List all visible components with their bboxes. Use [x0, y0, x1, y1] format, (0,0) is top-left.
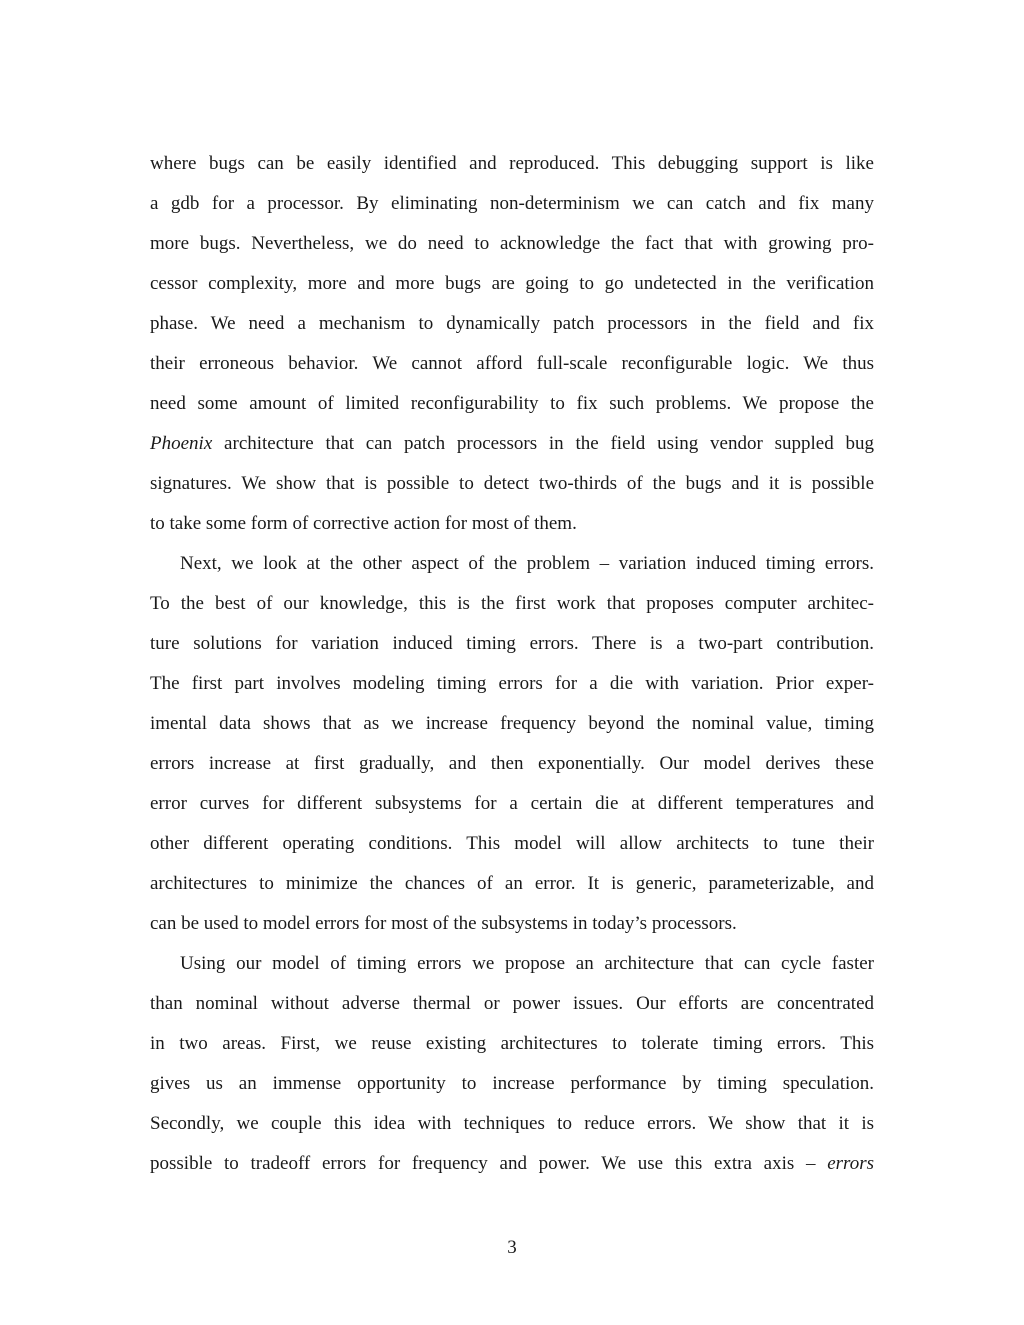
errors-term: errors — [827, 1153, 874, 1174]
paragraph-1-line-2: a gdb for a processor. By eliminating non-determinism we can catch and fix many — [150, 193, 874, 214]
paragraph-3-line-1: Using our model of timing errors we propose an architecture that can cycle faster — [180, 953, 874, 974]
paragraph-2-line-10: can be used to model errors for most of the subsystems in today’s processors. — [150, 913, 737, 934]
paragraph-3-line-2: than nominal without adverse thermal or power issues. Our efforts are concentrated — [150, 993, 874, 1014]
paragraph-2-line-9: architectures to minimize the chances of an error. It is generic, parameterizable, and — [150, 873, 874, 894]
paragraph-2-line-4: The first part involves modeling timing errors for a die with variation. Prior exper- — [150, 673, 874, 694]
paragraph-1-line-10: to take some form of corrective action for most of them. — [150, 513, 577, 534]
body-text — [150, 144, 874, 1184]
paragraph-3-line-6-text: possible to tradeoff errors for frequency and power. We use this extra axis – — [150, 1153, 828, 1174]
paragraph-1-line-7: need some amount of limited reconfigurability to fix such problems. We propose the — [150, 393, 874, 414]
paragraph-2-line-5: imental data shows that as we increase frequency beyond the nominal value, timing — [150, 713, 874, 734]
page-number: 3 — [507, 1237, 517, 1258]
paragraph-2-line-2: To the best of our knowledge, this is the first work that proposes computer architec- — [150, 593, 874, 614]
paragraph-1-line-4: cessor complexity, more and more bugs are going to go undetected in the verification — [150, 273, 874, 294]
paragraph-3-line-3: in two areas. First, we reuse existing architectures to tolerate timing errors. This — [150, 1033, 874, 1054]
paragraph-1-line-9: signatures. We show that is possible to detect two-thirds of the bugs and it is possible — [150, 473, 874, 494]
paragraph-1-line-3: more bugs. Nevertheless, we do need to acknowledge the fact that with growing pro- — [150, 233, 874, 254]
paragraph-2-line-7: error curves for different subsystems for a certain die at different temperatures and — [150, 793, 874, 814]
paragraph-3-line-4: gives us an immense opportunity to increase performance by timing speculation. — [150, 1073, 874, 1094]
paragraph-1-line-8 — [150, 424, 874, 464]
paragraph-1-line-1: where bugs can be easily identified and reproduced. This debugging support is like — [150, 153, 874, 174]
paragraph-1-line-6: their erroneous behavior. We cannot afford full-scale reconfigurable logic. We thus — [150, 353, 874, 374]
phoenix-term: Phoenix — [150, 433, 213, 454]
paragraph-2-line-1: Next, we look at the other aspect of the problem – variation induced timing errors. — [180, 553, 874, 574]
paragraph-2-line-8: other different operating conditions. This model will allow architects to tune their — [150, 833, 874, 854]
paragraph-3-line-6 — [150, 1144, 874, 1184]
paragraph-1-line-5: phase. We need a mechanism to dynamically patch processors in the field and fix — [150, 313, 874, 334]
paragraph-2-line-6: errors increase at first gradually, and then exponentially. Our model derives these — [150, 753, 874, 774]
paragraph-3-line-5: Secondly, we couple this idea with techniques to reduce errors. We show that it is — [150, 1113, 874, 1134]
paragraph-1-line-8-text: architecture that can patch processors in the field using vendor suppled bug — [212, 433, 874, 454]
paragraph-2-line-3: ture solutions for variation induced timing errors. There is a two-part contribution. — [150, 633, 874, 654]
